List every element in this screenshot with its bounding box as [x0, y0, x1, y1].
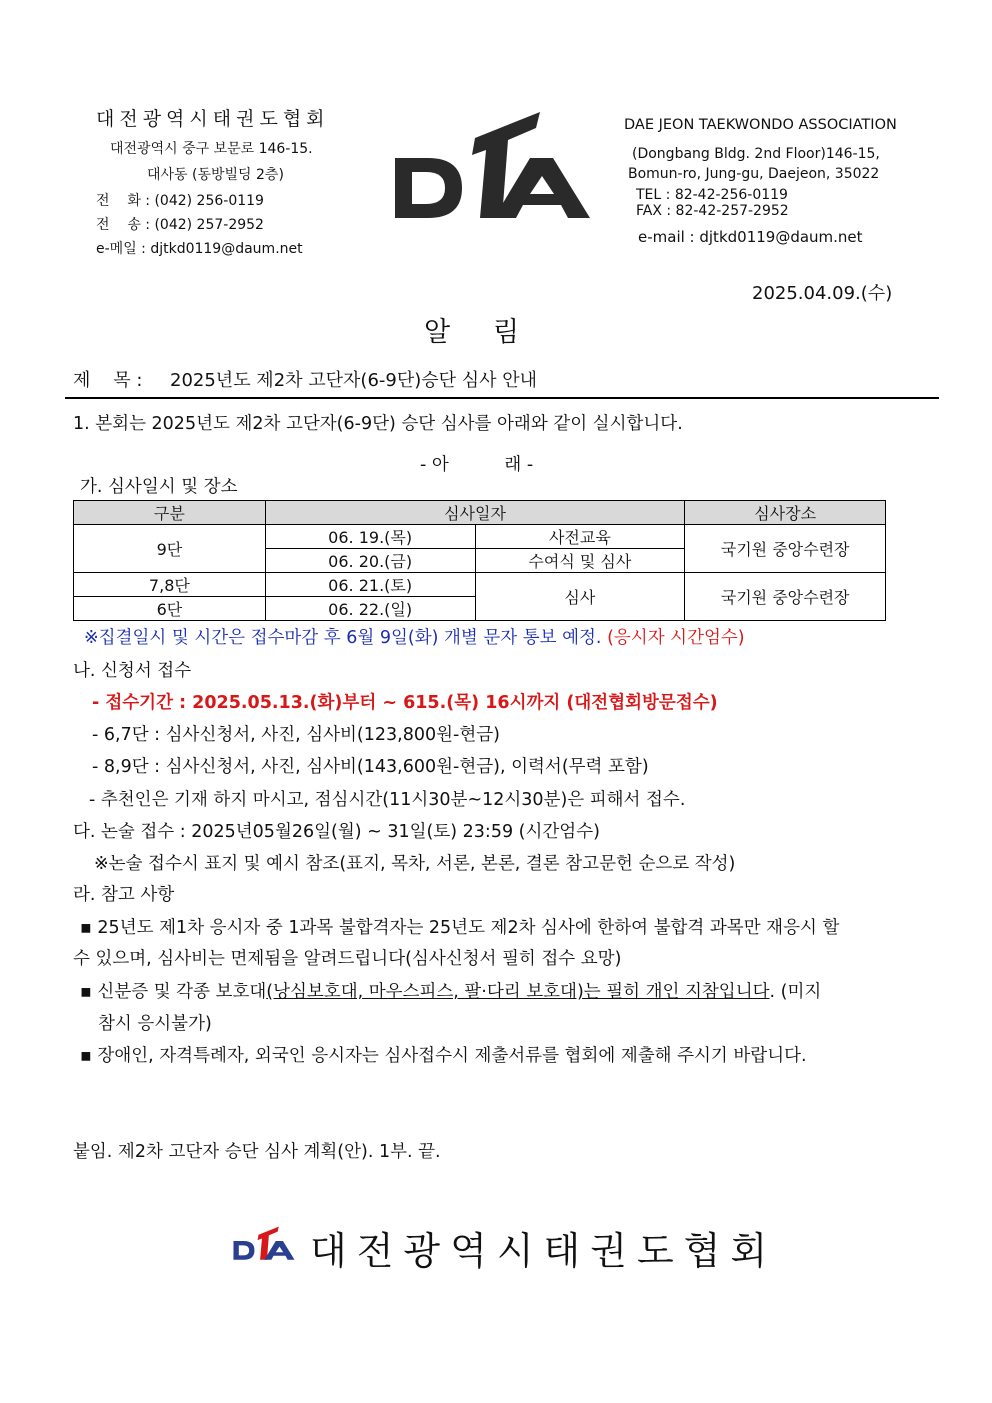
gathering-note	[84, 624, 745, 649]
requirement-note: - 추천인은 기재 하지 마시고, 점심시간(11시30분~12시30분)은 피해서 접수.	[89, 790, 686, 810]
below-heading: - 아 래 -	[420, 455, 534, 475]
reference-2-underlined: (낭심보호대, 마우스피스, 팔·다리 보호대)는 필히 개인 지참입니다	[266, 982, 770, 1002]
org-name-ko: 대전광역시태권도협회	[96, 108, 330, 130]
section-da-heading: 다. 논술 접수 : 2025년05월26일(월) ~ 31일(토) 23:59 (시간엄수)	[73, 822, 600, 842]
application-period: - 접수기간 : 2025.05.13.(화)부터 ~ 615.(목) 16시까지 (대전협회방문접수)	[92, 693, 718, 713]
schedule-table	[73, 500, 886, 621]
subject-text: 2025년도 제2차 고단자(6-9단)승단 심사 안내	[170, 370, 538, 391]
gathering-note-blue: ※집결일시 및 시간은 접수마감 후 6월 9일(화) 개별 문자 통보 예정.	[84, 628, 602, 648]
header-location: 심사장소	[685, 501, 886, 525]
header-grade: 구분	[74, 501, 266, 525]
subject-divider	[65, 397, 939, 399]
address-ko-line2: 대사동 (동방빌딩 2층)	[147, 167, 284, 183]
address-en-line1: (Dongbang Bldg. 2nd Floor)146-15,	[632, 146, 880, 162]
section-na-heading: 나. 신청서 접수	[73, 661, 192, 681]
doc-date: 2025.04.09.(수)	[752, 283, 893, 304]
fax-en: FAX : 82-42-257-2952	[636, 203, 789, 219]
cell-date-1: 06. 19.(목)	[265, 525, 475, 549]
cell-grade-6: 6단	[74, 597, 266, 621]
footer-dta-logo	[228, 1226, 300, 1262]
cell-content-1: 사전교육	[475, 525, 685, 549]
requirement-67: - 6,7단 : 심사신청서, 사진, 심사비(123,800원-현금)	[92, 725, 500, 745]
cell-grade-9: 9단	[74, 525, 266, 573]
cell-content-2: 수여식 및 심사	[475, 549, 685, 573]
reference-1-line2: 수 있으며, 심사비는 면제됨을 알려드립니다(심사신청서 필히 접수 요망)	[73, 949, 622, 969]
cell-grade-78: 7,8단	[74, 573, 266, 597]
header-date: 심사일자	[265, 501, 684, 525]
essay-note: ※논술 접수시 표지 및 예시 참조(표지, 목차, 서론, 본론, 결론 참고문헌 순으로 작성)	[94, 854, 736, 874]
doc-title: 알 림	[424, 317, 520, 348]
reference-3: ▪ 장애인, 자격특례자, 외국인 응시자는 심사접수시 제출서류를 협회에 제출해 주시기 바랍니다.	[80, 1046, 807, 1066]
address-en-line2: Bomun-ro, Jung-gu, Daejeon, 35022	[628, 166, 880, 182]
cell-content-3: 심사	[475, 573, 685, 621]
attachment-note: 붙임. 제2차 고단자 승단 심사 계획(안). 1부. 끝.	[73, 1142, 441, 1162]
cell-date-3: 06. 21.(토)	[265, 573, 475, 597]
dta-logo	[390, 110, 595, 225]
cell-location-1: 국기원 중앙수련장	[685, 525, 886, 573]
cell-location-2: 국기원 중앙수련장	[685, 573, 886, 621]
reference-2-line2: 참시 응시불가)	[98, 1014, 212, 1034]
requirement-89: - 8,9단 : 심사신청서, 사진, 심사비(143,600원-현금), 이력서(무력 포함)	[92, 757, 649, 777]
reference-2-post: . (미지	[769, 982, 822, 1002]
address-ko-line1: 대전광역시 중구 보문로 146-15.	[110, 141, 313, 157]
cell-date-4: 06. 22.(일)	[265, 597, 475, 621]
fax-ko: 전 송 : (042) 257-2952	[96, 217, 264, 233]
email-ko: e-메일 : djtkd0119@daum.net	[96, 241, 303, 257]
tel-ko: 전 화 : (042) 256-0119	[96, 193, 264, 209]
org-name-en: DAE JEON TAEKWONDO ASSOCIATION	[624, 117, 897, 133]
footer-org-name: 대전광역시태권도협회	[310, 1229, 778, 1273]
section-ga-heading: 가. 심사일시 및 장소	[80, 477, 238, 497]
intro-text: 1. 본회는 2025년도 제2차 고단자(6-9단) 승단 심사를 아래와 같이 실시합니다.	[73, 414, 683, 434]
email-en: e-mail : djtkd0119@daum.net	[638, 228, 863, 246]
tel-en: TEL : 82-42-256-0119	[636, 187, 788, 203]
cell-date-2: 06. 20.(금)	[265, 549, 475, 573]
reference-2-line1	[80, 978, 821, 1003]
reference-1-line1: ▪ 25년도 제1차 응시자 중 1과목 불합격자는 25년도 제2차 심사에 한하여 불합격 과목만 재응시 할	[80, 918, 840, 938]
reference-2-pre: ▪ 신분증 및 각종 보호대	[80, 982, 267, 1002]
subject-label: 제 목 :	[73, 370, 143, 391]
gathering-note-red: (응시자 시간엄수)	[607, 628, 745, 648]
section-ra-heading: 라. 참고 사항	[73, 885, 175, 905]
